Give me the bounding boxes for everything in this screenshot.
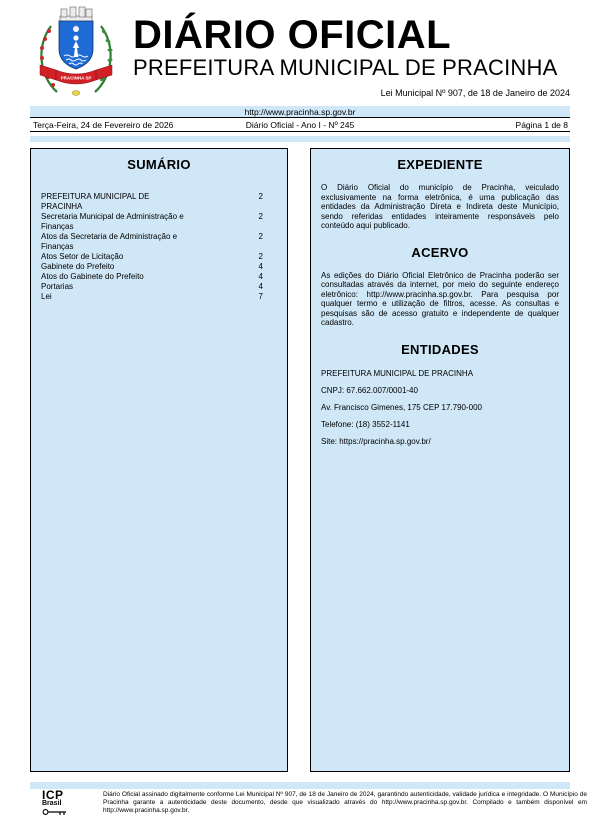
acervo-heading: ACERVO	[411, 244, 469, 260]
divider-strip-top	[30, 136, 570, 142]
toc-entry-label: PREFEITURA MUNICIPAL DE PRACINHA	[41, 192, 150, 211]
icp-logo-subtext: Brasil	[42, 800, 62, 807]
toc-entry-page: 4	[258, 262, 263, 271]
toc-entry	[41, 282, 277, 292]
toc-entry-label: Atos Setor de Licitação	[41, 252, 124, 261]
table-of-contents	[41, 192, 277, 302]
page-indicator: Página 1 de 8	[515, 120, 568, 130]
toc-entry-page: 2	[258, 212, 263, 221]
entity-details	[321, 369, 559, 446]
acervo-text: As edições do Diário Oficial Eletrônico de Pracinha poderão ser consultadas através da internet, por meio do seguinte endereço eletrônico: http://www.pracinha.sp.gov.br. Para pesquisa por qualquer termo e utilização de filtros, acesse. As consultas e pesquisas são de acesso gratuito e independente de qualquer cadastro.	[321, 270, 559, 327]
summary-box	[30, 148, 288, 772]
entity-detail-line: CNPJ: 67.662.007/0001-40	[321, 385, 418, 395]
toc-entry-page: 2	[258, 192, 263, 201]
page-subtitle: PREFEITURA MUNICIPAL DE PRACINHA	[133, 55, 558, 80]
masthead	[133, 14, 573, 80]
toc-entry	[41, 232, 277, 252]
toc-entry	[41, 292, 277, 302]
icp-brasil-logo	[42, 789, 82, 816]
entity-detail-line: Av. Francisco Gimenes, 175 CEP 17.790-000	[321, 402, 482, 412]
toc-entry	[41, 252, 277, 262]
toc-entry-page: 4	[258, 282, 263, 291]
website-bar	[30, 106, 570, 118]
toc-entry-label: Portarias	[41, 282, 74, 291]
law-reference: Lei Municipal Nº 907, de 18 de Janeiro de 2024	[380, 88, 570, 98]
ribbon-knot-icon	[72, 91, 80, 96]
entity-detail-line: PREFEITURA MUNICIPAL DE PRACINHA	[321, 368, 474, 378]
issue-date: Terça-Feira, 24 de Fevereiro de 2026	[33, 120, 174, 130]
toc-entry	[41, 272, 277, 282]
ribbon-text: PRACINHA SP	[60, 75, 92, 81]
issue-number: Diário Oficial - Ano I - Nº 245	[245, 120, 355, 130]
toc-entry-page: 7	[258, 292, 263, 301]
toc-entry	[41, 192, 277, 212]
page-title: DIÁRIO OFICIAL	[133, 13, 452, 57]
expediente-heading: EXPEDIENTE	[397, 157, 483, 172]
key-icon	[42, 808, 68, 816]
toc-entry-label: Secretaria Municipal de Administração e Finanças	[41, 212, 184, 231]
right-branch-icon	[95, 26, 113, 92]
issue-meta-row	[30, 119, 570, 132]
toc-entry-page: 2	[258, 232, 263, 241]
toc-entry-label: Lei	[41, 292, 52, 301]
expediente-text: O Diário Oficial do município de Pracinha, veiculado exclusivamente na forma eletrônica, é uma publicação das entidades da Administração Direta e Indireta deste Município, sendo referidas entidades inteiramente responsáveis pelo conteúdo aqui publicado.	[321, 183, 559, 230]
entity-detail-line: Telefone: (18) 3552-1141	[321, 419, 410, 429]
expediente-box	[310, 148, 570, 772]
toc-entry-page: 2	[258, 252, 263, 261]
signature-disclaimer: Diário Oficial assinado digitalmente conforme Lei Municipal Nº 907, de 18 de Janeiro de 2024, garantindo autenticidade, validade jurídica e integridade. O Município de Pracinha garante a autenticidade deste documento, desde que visualizado através do http://www.pracinha.sp.gov.br. Compilado e também disponível em http://www.pracinha.sp.gov.br.	[103, 791, 587, 814]
toc-entry-label: Atos do Gabinete do Prefeito	[41, 272, 144, 281]
summary-heading: SUMÁRIO	[127, 157, 191, 172]
toc-entry-label: Gabinete do Prefeito	[41, 262, 115, 271]
icp-logo-text: ICP	[42, 788, 64, 802]
toc-entry-label: Atos da Secretaria de Administração e Finanças	[41, 232, 178, 251]
shield-icon	[59, 21, 93, 69]
toc-entry	[41, 212, 277, 232]
toc-entry	[41, 262, 277, 272]
website-url: http://www.pracinha.sp.gov.br	[244, 107, 356, 117]
divider-strip-bottom	[30, 782, 570, 789]
municipal-coat-of-arms-icon	[24, 4, 128, 108]
left-branch-icon	[40, 26, 57, 92]
entidades-heading: ENTIDADES	[401, 341, 479, 357]
entity-detail-line: Site: https://pracinha.sp.gov.br/	[321, 436, 431, 446]
crown-icon	[60, 7, 92, 22]
toc-entry-page: 4	[258, 272, 263, 281]
